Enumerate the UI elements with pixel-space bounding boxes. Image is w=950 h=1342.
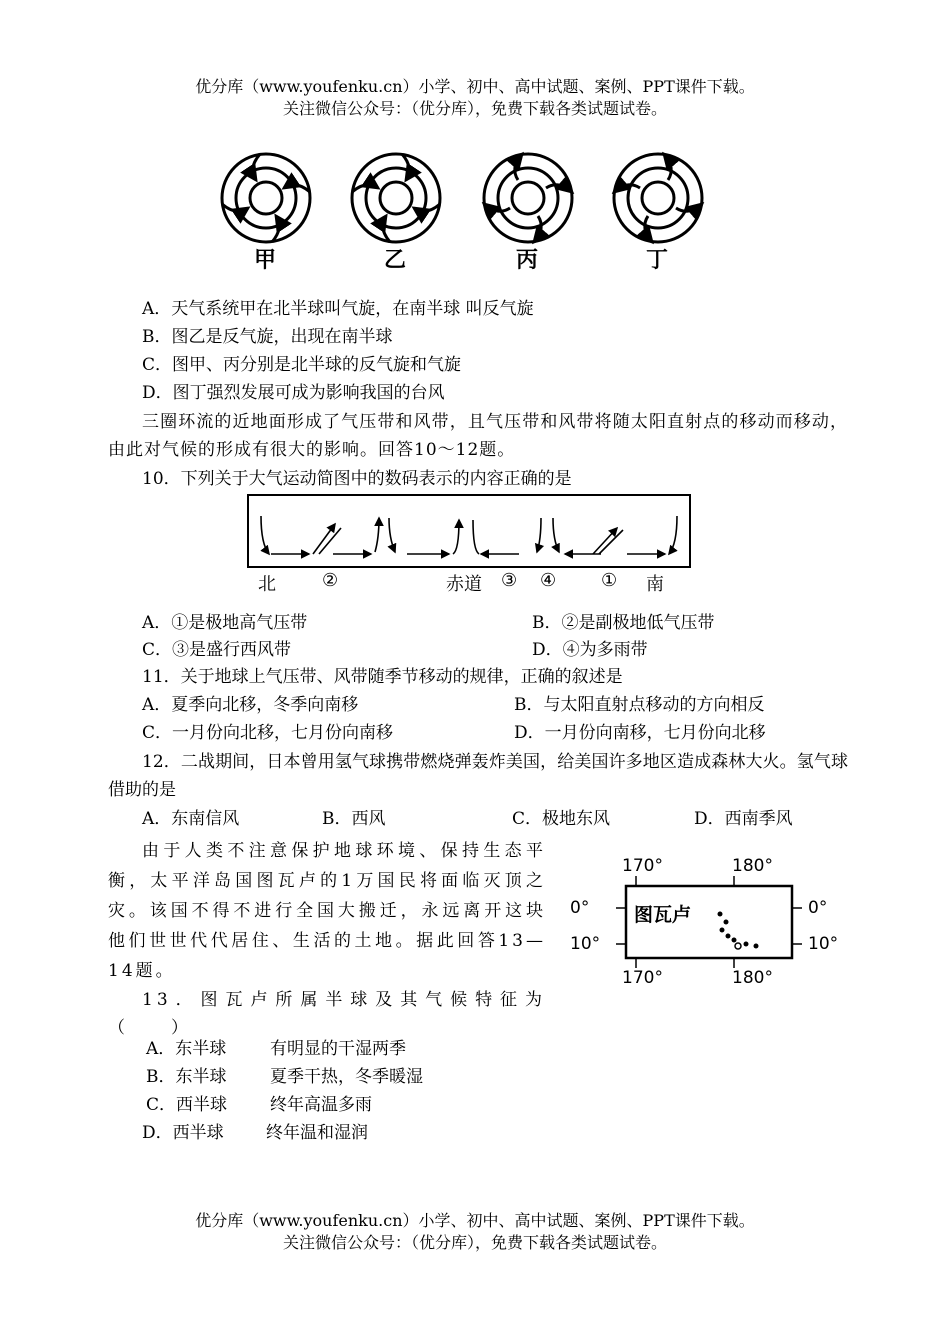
q9-option-d: D．图丁强烈发展可成为影响我国的台风: [142, 383, 445, 403]
q10-stem: 10．下列关于大气运动简图中的数码表示的内容正确的是: [142, 469, 572, 489]
intro-13-14: 由于人类不注意保护地球环境、保持生态平衡，太平洋岛国图瓦卢的1万国民将面临灭顶之灾。该国不得不进行全国大搬迁，永远离开这块他们世世代代居住、生活的土地。据此回答13—14题。: [108, 841, 546, 981]
q12-option-b: B．西风: [322, 809, 386, 829]
page-footer-line1: 优分库（www.youfenku.cn）小学、初中、高中试题、案例、PPT课件下载。: [195, 1211, 755, 1230]
q11-option-d: D．一月份向南移，七月份向北移: [514, 723, 766, 743]
atmospheric-circulation-figure: [247, 494, 691, 568]
diagram-yi: [352, 154, 440, 242]
q12-option-a: A．东南信风: [142, 809, 240, 829]
figure2-label-equator: 赤道: [446, 574, 482, 595]
map-top-170: 170°: [622, 856, 663, 876]
figure2-label-south: 南: [646, 574, 664, 595]
figure1-label-jia: 甲: [254, 248, 277, 273]
q9-option-c: C．图甲、丙分别是北半球的反气旋和气旋: [142, 355, 462, 375]
page-footer-line2: 关注微信公众号：（优分库），免费下载各类试题试卷。: [282, 1233, 667, 1252]
q12-stem: 12．二战期间，日本曾用氢气球携带燃烧弹轰炸美国，给美国许多地区造成森林大火。氢气球借助的是: [108, 752, 848, 800]
q11-option-b: B．与太阳直射点移动的方向相反: [514, 695, 765, 715]
figure2-label-4: ④: [540, 570, 557, 591]
figure2-label-3: ③: [501, 570, 518, 591]
q13-option-d-label: D．西半球: [142, 1123, 224, 1143]
q9-option-b: B．图乙是反气旋，出现在南半球: [142, 327, 393, 347]
q11-option-c: C．一月份向北移，七月份向南移: [142, 723, 394, 743]
q11-stem: 11．关于地球上气压带、风带随季节移动的规律，正确的叙述是: [142, 667, 623, 687]
map-tuvalu-label: 图瓦卢: [634, 904, 692, 926]
map-left-10: 10°: [570, 934, 601, 954]
diagram-bing: [484, 154, 572, 242]
q13-option-a-label: A．东半球: [146, 1039, 227, 1059]
page-header-line2: 关注微信公众号：（优分库），免费下载各类试题试卷。: [282, 99, 667, 118]
q10-option-b: B．②是副极地低气压带: [532, 613, 715, 633]
q10-option-c: C．③是盛行西风带: [142, 640, 292, 660]
map-right-10: 10°: [808, 934, 839, 954]
q13-stem: 13．图瓦卢所属半球及其气候特征为（ ）: [108, 990, 546, 1038]
figure2-label-2: ②: [322, 570, 339, 591]
diagram-jia: [222, 154, 310, 242]
tuvalu-map: [570, 856, 860, 996]
q13-option-c-label: C．西半球: [146, 1095, 228, 1115]
tuvalu-islands: [718, 912, 759, 950]
diagram-ding: [614, 154, 702, 242]
q10-option-d: D．④为多雨带: [532, 640, 648, 660]
intro-10-12: 三圈环流的近地面形成了气压带和风带，且气压带和风带将随太阳直射点的移动而移动，由此对气候的形成有很大的影响。回答10～12题。: [108, 412, 848, 460]
figure1-label-ding: 丁: [646, 248, 669, 273]
q9-option-a: A．天气系统甲在北半球叫气旋，在南半球 叫反气旋: [142, 299, 534, 319]
q12-option-c: C．极地东风: [512, 809, 611, 829]
map-bottom-170: 170°: [622, 968, 663, 988]
q13-option-a-text: 有明显的干湿两季: [270, 1039, 406, 1059]
figure2-label-north: 北: [258, 574, 276, 595]
q12-option-d: D．西南季风: [694, 809, 793, 829]
pressure-system-figure: [210, 140, 710, 280]
map-bottom-180: 180°: [732, 968, 773, 988]
q13-option-d-text: 终年温和湿润: [266, 1123, 368, 1143]
q13-option-b-label: B．东半球: [146, 1067, 227, 1087]
figure1-label-bing: 丙: [516, 248, 539, 273]
q11-option-a: A．夏季向北移，冬季向南移: [142, 695, 359, 715]
figure1-label-yi: 乙: [384, 248, 407, 273]
map-top-180: 180°: [732, 856, 773, 876]
q10-option-a: A．①是极地高气压带: [142, 613, 308, 633]
map-left-0: 0°: [570, 898, 590, 918]
map-right-0: 0°: [808, 898, 828, 918]
q13-option-c-text: 终年高温多雨: [270, 1095, 372, 1115]
q13-option-b-text: 夏季干热，冬季暖湿: [270, 1067, 423, 1087]
figure2-label-1: ①: [601, 570, 618, 591]
page-header-line1: 优分库（www.youfenku.cn）小学、初中、高中试题、案例、PPT课件下载。: [195, 77, 755, 96]
